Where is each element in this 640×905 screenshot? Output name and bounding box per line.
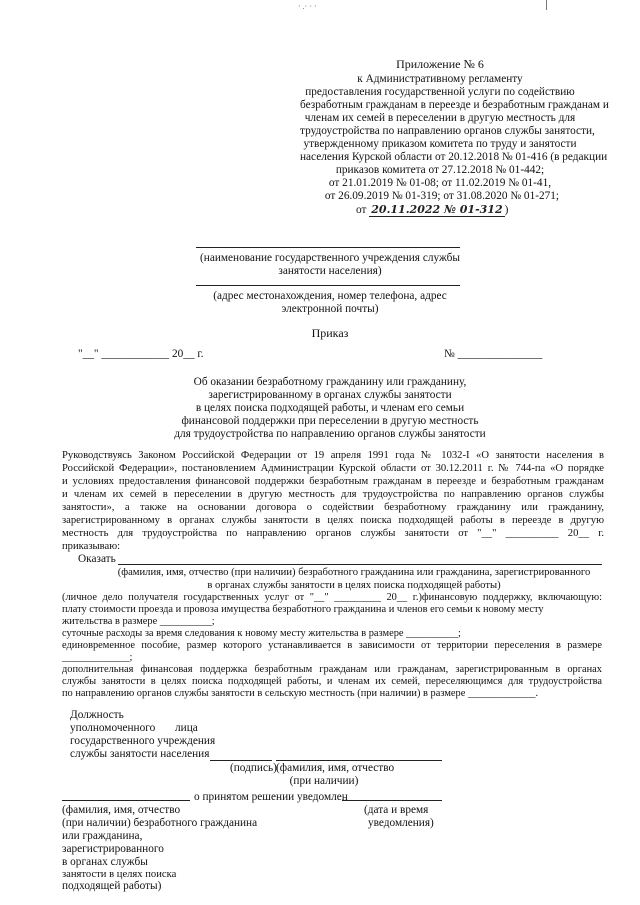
header-line-10: от 26.09.2019 № 01-319; от 31.08.2020 № 01-271; [324,190,560,202]
position-line-1: Должность [70,709,124,721]
institution-address-line [196,285,460,286]
header-line-9: от 21.01.2019 № 01-08; от 11.02.2019 № 01-41, [328,177,552,189]
subject-line-3: в целях поиска подходящей работы, и членам его семьи [195,402,465,414]
notification-datetime-line [342,800,442,801]
notified-caption-6: занятости в целях поиска [62,869,177,880]
preamble-line-2: Российской Федерации», постановлением Администрации Курской области от 30.12.2011 г. № 744-па «О порядке [62,463,604,474]
scan-marks: · .· · · [298,2,317,11]
position-line-4: службы занятости населения [70,748,210,760]
preamble-line-5: занятости», а также на основании договора о содействии безработному гражданину или гражданину, [62,502,604,513]
header-line-6: утвержденному приказом комитета по труду и занятости [303,138,577,150]
support-line-2: плату стоимости проезда и провоза имущества безработного гражданина и членов его семьи к новому месту [62,604,544,615]
header-last-suffix: ) [504,204,509,216]
institution-address-caption-1: (адрес местонахождения, номер телефона, адрес [213,290,447,302]
preamble-line-4: и членам их семей в переселении в другую местность для трудоустройства по направлению органов службы [62,489,604,500]
order-number-line: № _______________ [444,348,543,360]
support-line-5: единовременное пособие, размер которого устанавливается в зависимости от территории переселения в размере [62,640,602,651]
support-line-6: _____________; [62,652,133,663]
notification-text: о принятом решении уведомлен [194,791,348,803]
recipient-name-line [118,564,602,565]
appendix-title: Приложение № 6 [396,57,484,71]
datetime-caption-1: (дата и время [364,804,429,816]
header-line-5: трудоустройства по направлению органов службы занятости, [300,125,595,137]
support-line-9: по направлению органов службы занятости в сельскую местность (при наличии) в размере _____________. [62,688,539,699]
signatory-caption-1: (фамилия, имя, отчество [276,762,395,774]
notified-caption-4: зарегистрированного [62,843,164,855]
signatory-caption-2: (при наличии) [289,775,359,787]
position-line-2: уполномоченного лица [70,722,198,734]
recipient-caption-1: (фамилия, имя, отчество (при наличии) безработного гражданина или гражданина, зарегистрированного [117,567,591,578]
position-line-3: государственного учреждения [70,735,216,747]
recipient-caption-2: в органах службы занятости в целях поиска подходящей работы) [207,580,501,591]
subject-line-1: Об оказании безработному гражданину или гражданину, [193,376,467,388]
header-line-2: предоставления государственной услуги по содействию [305,86,575,98]
subject-line-2: зарегистрированному в органах службы занятости [208,389,452,401]
preamble-line-3: и условиях предоставления финансовой поддержки безработным гражданам в переезде и безработным гражданам [62,476,604,487]
header-line-1: к Административному регламенту [357,73,523,85]
header-line-4: членам их семей в переселении в другую местность для [304,112,576,124]
support-line-4: суточные расходы за время следования к новому месту жительства в размере __________; [62,628,461,639]
header-line-8: приказов комитета от 27.12.2018 № 01-442; [335,164,545,176]
support-line-1: (личное дело получателя государственных услуг от "__" _________ 20__ г.)финансовую поддержку, включающую: [62,592,602,603]
notified-caption-1: (фамилия, имя, отчество [62,804,181,816]
header-last-line [356,203,508,217]
header-line-3: безработным гражданам в переезде и безработным гражданам и [300,99,609,111]
handwritten-date-number: 20.11.2022 № 01-312 [371,203,503,216]
scan-line-mark [546,0,547,10]
provide-label: Оказать [78,553,116,565]
support-line-3: жительства в размере __________; [62,616,215,627]
signature-line [210,760,272,761]
institution-name-caption-2: занятости населения) [278,265,382,277]
notified-caption-5: в органах службы [62,856,148,868]
header-line-7: населения Курской области от 20.12.2018 № 01-416 (в редакции [300,151,608,163]
order-title: Приказ [311,326,349,340]
preamble-line-6: зарегистрированному в органах службы занятости в целях поиска подходящей работы в переезде в другую [62,515,604,526]
signatory-name-line [276,760,442,761]
institution-address-caption-2: электронной почты) [281,303,379,315]
order-date-line: "__" ____________ 20__ г. [78,348,204,360]
notified-caption-2: (при наличии) безработного гражданина [62,817,258,829]
support-line-7: дополнительная финансовая поддержка безработным гражданам или гражданам, зарегистрированным в органах [62,664,602,675]
datetime-caption-2: уведомления) [368,817,434,829]
notified-caption-3: или гражданина, [62,830,143,842]
preamble-line-7: местность для трудоустройства по направлению органов службы занятости от "__" __________ 20__ г. [62,528,604,539]
subject-line-4: финансовой поддержки при переселении в другую местность [181,415,479,427]
notified-name-line [62,800,190,801]
institution-name-caption-1: (наименование государственного учреждения службы [200,252,460,264]
subject-line-5: для трудоустройства по направлению органов службы занятости [174,428,486,440]
preamble-line-1: Руководствуясь Законом Российской Федерации от 19 апреля 1991 года № 1032-I «О занятости населения в [62,450,604,461]
support-line-8: службы занятости в целях поиска подходящей работы, и членам их семей, переселяющимся для трудоустройства [62,676,602,687]
decree-word: приказываю: [62,541,121,552]
notified-caption-7: подходящей работы) [62,880,162,892]
institution-name-line [196,247,460,248]
header-last-prefix: от [356,204,367,216]
signature-caption: (подпись) [230,762,277,774]
